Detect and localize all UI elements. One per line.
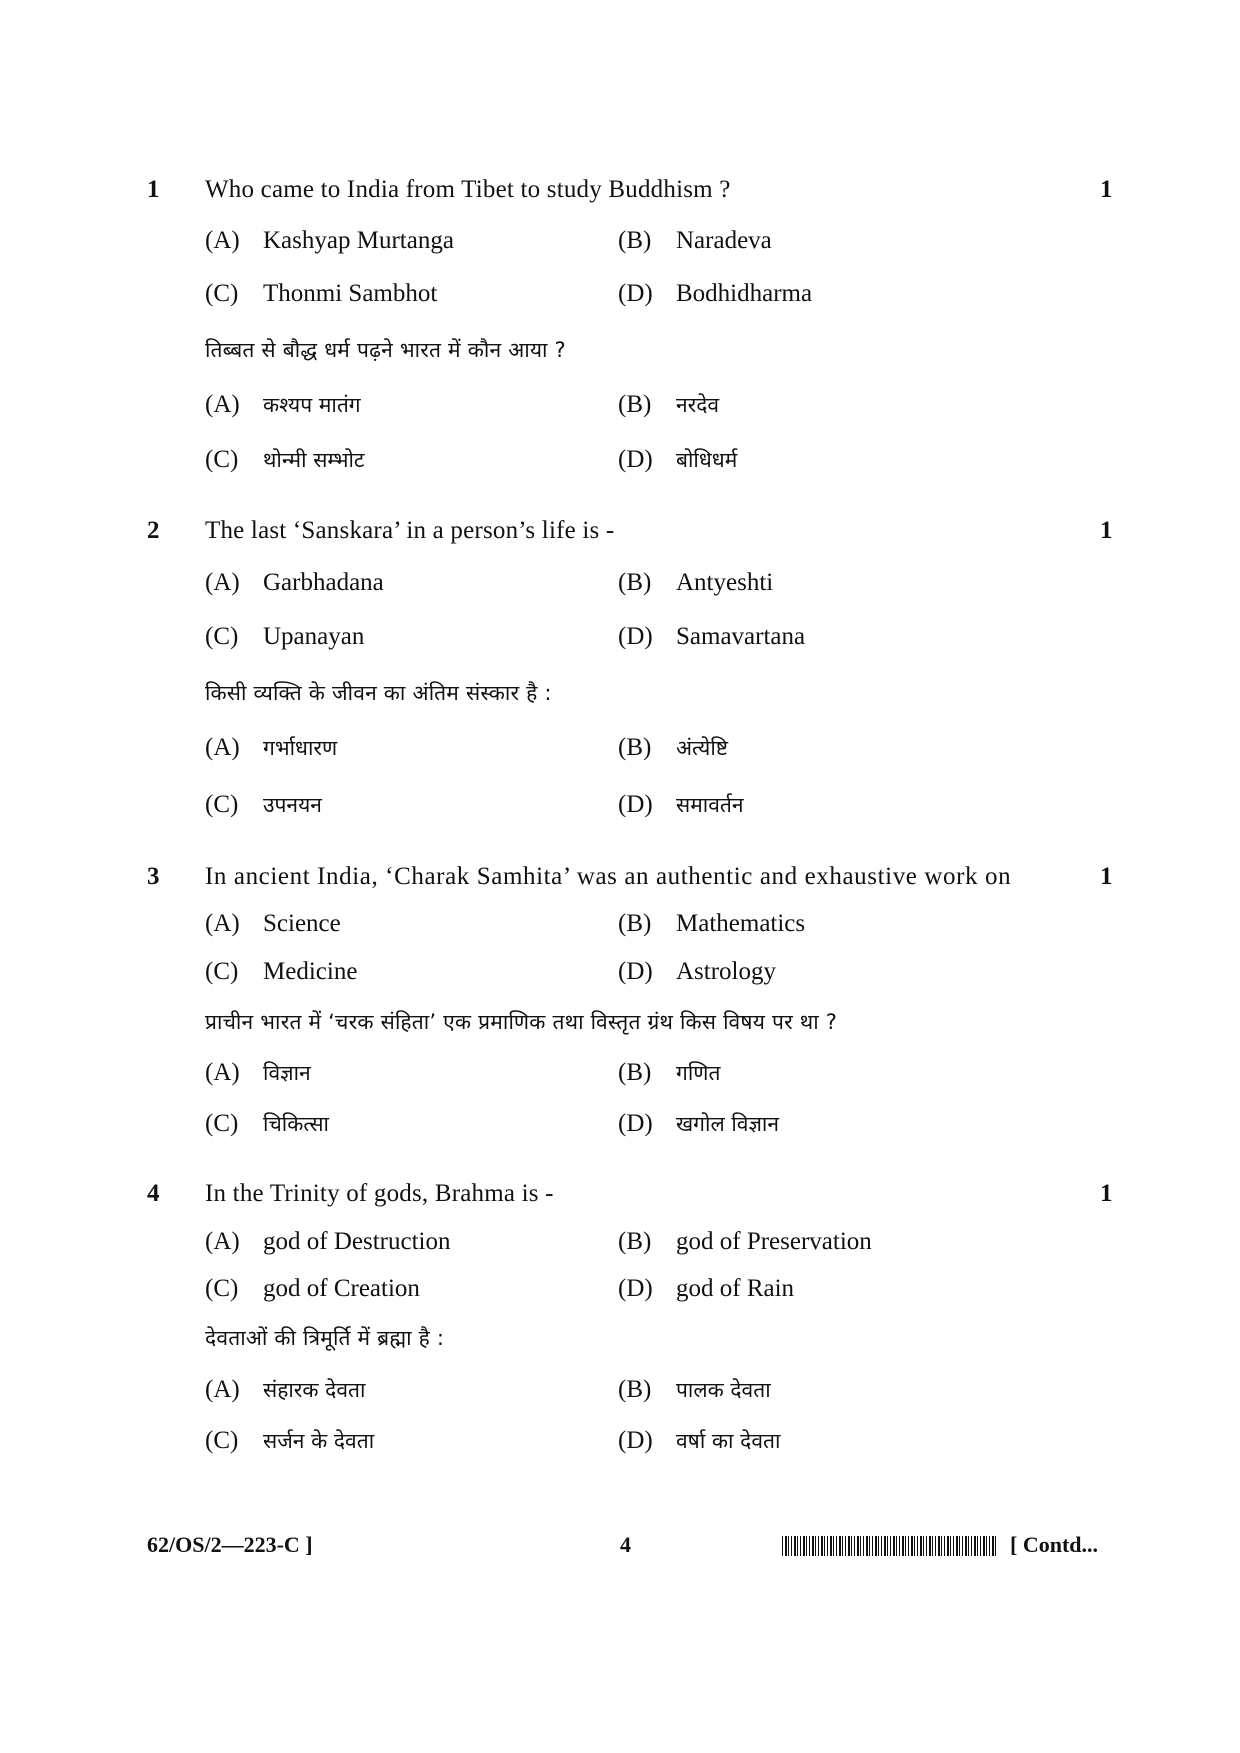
- option-text: Medicine: [263, 958, 358, 985]
- question-4-line: [0, 1174, 1240, 1214]
- option-text: Garbhadana: [263, 569, 384, 596]
- option-letter: (D): [618, 280, 653, 307]
- option-letter: (C): [205, 791, 239, 818]
- option-text: गर्भाधारण: [263, 736, 338, 760]
- option-letter: (C): [205, 446, 239, 473]
- option-text: नरदेव: [676, 393, 720, 417]
- option-letter: (A): [205, 227, 240, 254]
- option-letter: (B): [618, 227, 652, 254]
- option-letter: (C): [205, 1427, 239, 1454]
- option-letter: (B): [618, 734, 652, 761]
- question-3-line: [0, 857, 1240, 897]
- option-text: Samavartana: [676, 623, 806, 650]
- option-letter: (D): [618, 623, 653, 650]
- option-letter: (C): [205, 1110, 239, 1137]
- option-text: god of Creation: [263, 1275, 420, 1302]
- option-letter: (A): [205, 910, 240, 937]
- option-letter: (D): [618, 791, 653, 818]
- question-4-hindi-line: [0, 1318, 1240, 1358]
- question-text-english: In ancient India, ‘Charak Samhita’ was an authentic and exhaustive work on: [205, 863, 1012, 890]
- option-letter: (A): [205, 1376, 240, 1403]
- question-2-hindi-line: [0, 673, 1240, 713]
- question-1-hindi-line: [0, 330, 1240, 370]
- question-1-line: [0, 170, 1240, 210]
- question-2-line: [0, 511, 1240, 551]
- question-number: 2: [147, 517, 160, 544]
- question-text-english: In the Trinity of gods, Brahma is -: [205, 1180, 554, 1207]
- option-letter: (C): [205, 1275, 239, 1302]
- option-letter: (C): [205, 280, 239, 307]
- question-text-hindi: किसी व्यक्ति के जीवन का अंतिम संस्कार है :: [205, 681, 552, 705]
- option-letter: (B): [618, 391, 652, 418]
- option-text: god of Destruction: [263, 1228, 451, 1255]
- question-text-english: The last ‘Sanskara’ in a person’s life is -: [205, 517, 615, 544]
- option-letter: (D): [618, 1110, 653, 1137]
- option-text: खगोल विज्ञान: [676, 1112, 780, 1136]
- option-text: कश्यप मातंग: [263, 393, 361, 417]
- option-text: बोधिधर्म: [676, 448, 738, 472]
- option-letter: (B): [618, 1376, 652, 1403]
- question-text-hindi: तिब्बत से बौद्ध धर्म पढ़ने भारत में कौन आया ?: [205, 338, 566, 362]
- question-marks: 1: [1100, 863, 1113, 890]
- option-letter: (D): [618, 958, 653, 985]
- option-text: Antyeshti: [676, 569, 774, 596]
- question-number: 4: [147, 1180, 160, 1207]
- question-text-hindi: देवताओं की त्रिमूर्ति में ब्रह्मा है :: [205, 1326, 445, 1350]
- option-letter: (A): [205, 569, 240, 596]
- option-text: अंत्येष्टि: [676, 736, 729, 760]
- continued-label: [ Contd...: [1010, 1532, 1099, 1557]
- paper-code: 62/OS/2—223-C ]: [147, 1532, 313, 1557]
- question-text-hindi: प्राचीन भारत में ‘चरक संहिता’ एक प्रमाणिक तथा विस्तृत ग्रंथ किस विषय पर था ?: [205, 1010, 838, 1034]
- option-text: समावर्तन: [676, 793, 744, 817]
- option-letter: (B): [618, 910, 652, 937]
- barcode: [782, 1536, 997, 1556]
- question-marks: 1: [1100, 1180, 1113, 1207]
- option-letter: (C): [205, 623, 239, 650]
- option-letter: (A): [205, 391, 240, 418]
- option-letter: (D): [618, 1275, 653, 1302]
- option-text: गणित: [676, 1061, 721, 1085]
- option-text: वर्षा का देवता: [676, 1429, 781, 1453]
- option-text: Bodhidharma: [676, 280, 813, 307]
- option-letter: (A): [205, 1059, 240, 1086]
- option-letter: (B): [618, 1059, 652, 1086]
- question-3-hindi-line: [0, 1002, 1240, 1042]
- option-letter: (B): [618, 569, 652, 596]
- option-text: Science: [263, 910, 341, 937]
- option-text: god of Preservation: [676, 1228, 872, 1255]
- question-marks: 1: [1100, 176, 1113, 203]
- option-text: सर्जन के देवता: [263, 1429, 375, 1453]
- option-letter: (D): [618, 446, 653, 473]
- option-letter: (A): [205, 1228, 240, 1255]
- option-text: थोन्मी सम्भोट: [263, 448, 365, 472]
- page-footer: [0, 1525, 1240, 1565]
- option-text: Kashyap Murtanga: [263, 227, 454, 254]
- option-letter: (C): [205, 958, 239, 985]
- option-text: Upanayan: [263, 623, 365, 650]
- option-letter: (D): [618, 1427, 653, 1454]
- option-text: Naradeva: [676, 227, 772, 254]
- option-text: उपनयन: [263, 793, 322, 817]
- question-marks: 1: [1100, 517, 1113, 544]
- question-number: 1: [147, 176, 160, 203]
- option-text: विज्ञान: [263, 1061, 311, 1085]
- option-text: चिकित्सा: [263, 1112, 329, 1136]
- question-number: 3: [147, 863, 160, 890]
- page-number: 4: [620, 1532, 631, 1557]
- option-text: संहारक देवता: [263, 1378, 366, 1402]
- option-text: Astrology: [676, 958, 776, 985]
- option-text: पालक देवता: [676, 1378, 771, 1402]
- option-text: Mathematics: [676, 910, 806, 937]
- question-text-english: Who came to India from Tibet to study Buddhism ?: [205, 176, 731, 203]
- option-letter: (B): [618, 1228, 652, 1255]
- option-text: god of Rain: [676, 1275, 795, 1302]
- option-letter: (A): [205, 734, 240, 761]
- option-text: Thonmi Sambhot: [263, 280, 438, 307]
